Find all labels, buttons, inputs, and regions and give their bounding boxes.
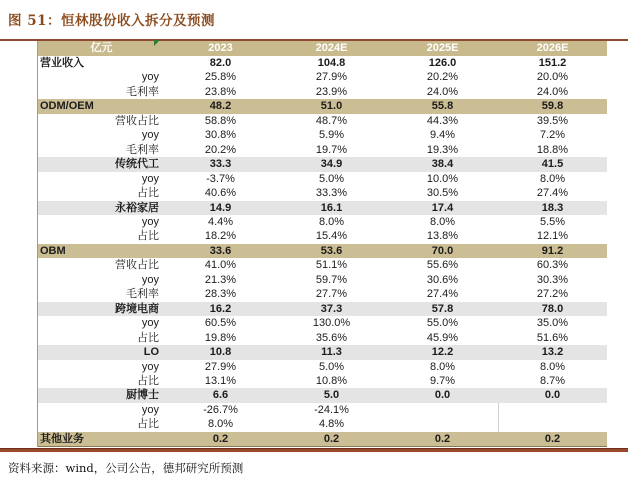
- cell-value: 15.4%: [315, 230, 348, 243]
- cell-value: 8.0%: [207, 418, 234, 431]
- cell-value: 13.2: [541, 346, 564, 359]
- cell-value: 104.8: [317, 57, 346, 69]
- cell-value: 82.0: [209, 57, 232, 69]
- table-row: [38, 244, 607, 258]
- column-header-2025e: 2025E: [387, 41, 498, 56]
- cell-value: 0.2: [498, 432, 607, 447]
- cell-value: 0.2: [387, 432, 498, 447]
- cell-value: 8.0%: [429, 215, 456, 228]
- excel-flag-icon: [154, 40, 160, 46]
- cell-value: 19.7%: [315, 143, 348, 156]
- cell-value: 48.2: [209, 100, 232, 113]
- figure-title: 图 51：恒林股份收入拆分及预测: [8, 13, 215, 29]
- cell-value: 5.0%: [318, 360, 345, 373]
- cell-value: -24.1%: [314, 403, 349, 416]
- cell-value: 19.8%: [204, 331, 237, 344]
- bottom-rule: [0, 448, 628, 452]
- cell-value: 35.0%: [536, 317, 569, 330]
- cell-value: 41.0%: [204, 259, 237, 272]
- column-header-2023: 2023: [165, 41, 276, 56]
- cell-value: 59.8: [541, 100, 564, 113]
- cell-value: 55.6%: [426, 259, 459, 272]
- cell-value: 18.3: [541, 201, 564, 214]
- cell-value: 24.0%: [426, 85, 459, 98]
- cell-value: 48.7%: [315, 114, 348, 127]
- row-label: OBM: [40, 244, 66, 257]
- cell-value: 27.4%: [426, 288, 459, 301]
- cell-value: 91.2: [541, 244, 564, 257]
- table-row: [38, 215, 607, 229]
- cell-value: 16.1: [320, 201, 343, 214]
- cell-value: 20.0%: [536, 71, 569, 84]
- row-label: yoy: [141, 273, 159, 286]
- table-row: [38, 70, 607, 84]
- cell-value: 27.4%: [536, 187, 569, 200]
- cell-value: 59.7%: [315, 273, 348, 286]
- cell-value: 8.0%: [539, 172, 566, 185]
- table-row: [38, 316, 607, 330]
- row-label: 营收占比: [115, 114, 159, 127]
- cell-value: 25.8%: [204, 71, 237, 84]
- cell-value: 17.4: [431, 201, 454, 214]
- cell-value: 0.0: [434, 389, 451, 402]
- cell-value: 8.0%: [539, 360, 566, 373]
- cell-value: 27.9%: [315, 71, 348, 84]
- cell-value: 8.0%: [318, 215, 345, 228]
- cell-value: 12.2: [431, 346, 454, 359]
- cell-value: 44.3%: [426, 114, 459, 127]
- row-label: 厨博士: [126, 389, 159, 402]
- cell-value: 51.1%: [315, 259, 348, 272]
- cell-value: 20.2%: [204, 143, 237, 156]
- cell-value: 16.2: [209, 302, 232, 315]
- cell-value: 41.5: [541, 158, 564, 171]
- cell-value: 33.3: [209, 158, 232, 171]
- cell-value: 7.2%: [539, 129, 566, 142]
- cell-value: [498, 417, 607, 431]
- cell-value: 12.1%: [536, 230, 569, 243]
- revenue-breakdown-table: [38, 41, 607, 447]
- cell-value: 33.3%: [315, 187, 348, 200]
- row-label: 其他业务: [38, 432, 165, 447]
- table-row: [38, 143, 607, 157]
- table-row: [38, 273, 607, 287]
- table-row: [38, 403, 607, 417]
- cell-value: 58.8%: [204, 114, 237, 127]
- table-row: [38, 388, 607, 402]
- cell-value: 4.4%: [207, 215, 234, 228]
- table-row: [38, 172, 607, 186]
- cell-value: 37.3: [320, 302, 343, 315]
- row-label: ODM/OEM: [40, 100, 94, 113]
- cell-value: 14.9: [209, 201, 232, 214]
- cell-value: 30.3%: [536, 273, 569, 286]
- cell-value: 10.8%: [315, 374, 348, 387]
- cell-value: 55.0%: [426, 317, 459, 330]
- cell-value: 35.6%: [315, 331, 348, 344]
- cell-value: 45.9%: [426, 331, 459, 344]
- column-header-unit: 亿元: [38, 41, 165, 56]
- row-label: 毛利率: [126, 143, 159, 156]
- cell-value: 11.3: [321, 346, 342, 359]
- table-row: [38, 432, 607, 447]
- table-row: [38, 85, 607, 99]
- cell-value: 0.0: [544, 389, 561, 402]
- table-row: [38, 56, 607, 70]
- row-label: yoy: [141, 317, 159, 330]
- table-row: [38, 201, 607, 215]
- column-header-2024e: 2024E: [276, 41, 387, 56]
- cell-value: 126.0: [428, 57, 457, 69]
- row-label: 传统代工: [115, 158, 159, 171]
- cell-value: -3.7%: [206, 172, 235, 185]
- table-row: [38, 287, 607, 301]
- cell-value: 10.8: [209, 346, 232, 359]
- row-label: 占比: [137, 331, 159, 344]
- cell-value: 19.3%: [426, 143, 459, 156]
- table-row: [38, 345, 607, 359]
- table-row: [38, 186, 607, 200]
- cell-value: 70.0: [431, 244, 454, 257]
- table-row: [38, 302, 607, 316]
- table-row: [38, 157, 607, 171]
- cell-value: [498, 403, 607, 417]
- cell-value: 24.0%: [536, 85, 569, 98]
- cell-value: 39.5%: [536, 114, 569, 127]
- cell-value: 27.9%: [204, 360, 237, 373]
- row-label: 毛利率: [126, 288, 159, 301]
- cell-value: 4.8%: [318, 418, 345, 431]
- table-row: [38, 360, 607, 374]
- cell-value: 34.9: [320, 158, 343, 171]
- cell-value: 30.5%: [426, 187, 459, 200]
- row-label: 占比: [137, 374, 159, 387]
- cell-value: 130.0%: [312, 317, 351, 330]
- row-label: 营业收入: [40, 57, 84, 69]
- row-label: yoy: [141, 71, 159, 84]
- cell-value: 5.5%: [539, 215, 566, 228]
- cell-value: 23.9%: [315, 85, 348, 98]
- cell-value: [387, 417, 498, 431]
- cell-value: 60.5%: [204, 317, 237, 330]
- cell-value: 10.0%: [426, 172, 459, 185]
- cell-value: 9.4%: [429, 129, 456, 142]
- row-label: 跨境电商: [115, 302, 159, 315]
- cell-value: 5.0: [323, 389, 340, 402]
- table-row: [38, 99, 607, 113]
- row-label: 占比: [137, 230, 159, 243]
- table-row: [38, 374, 607, 388]
- cell-value: 23.8%: [204, 85, 237, 98]
- cell-value: 38.4: [431, 158, 454, 171]
- cell-value: 60.3%: [536, 259, 569, 272]
- revenue-breakdown-table-container: [37, 41, 607, 447]
- cell-value: 18.8%: [536, 143, 569, 156]
- row-label: yoy: [141, 129, 159, 142]
- cell-value: 0.2: [276, 432, 387, 447]
- cell-value: 51.0: [320, 100, 343, 113]
- cell-value: 51.6%: [536, 331, 569, 344]
- row-label: 营收占比: [115, 259, 159, 272]
- cell-value: 55.8: [431, 100, 454, 113]
- cell-value: 5.9%: [318, 129, 345, 142]
- row-label: yoy: [141, 360, 159, 373]
- row-label: yoy: [141, 403, 159, 416]
- cell-value: 151.2: [538, 57, 567, 69]
- cell-value: 30.8%: [204, 129, 237, 142]
- cell-value: 5.0%: [318, 172, 345, 185]
- row-label: 毛利率: [126, 85, 159, 98]
- cell-value: -26.7%: [203, 403, 238, 416]
- cell-value: 13.8%: [426, 230, 459, 243]
- cell-value: 57.8: [431, 302, 454, 315]
- table-header-row: [38, 41, 607, 56]
- row-label: 占比: [137, 418, 159, 431]
- row-label: yoy: [141, 215, 159, 228]
- cell-value: 20.2%: [426, 71, 459, 84]
- cell-value: 27.2%: [536, 288, 569, 301]
- row-label: yoy: [141, 172, 159, 185]
- cell-value: [387, 403, 498, 417]
- cell-value: 8.7%: [539, 374, 566, 387]
- table-row: [38, 331, 607, 345]
- cell-value: 8.0%: [429, 360, 456, 373]
- row-label: LO: [143, 346, 159, 359]
- cell-value: 21.3%: [204, 273, 237, 286]
- table-row: [38, 114, 607, 128]
- cell-value: 18.2%: [204, 230, 237, 243]
- table-row: [38, 417, 607, 431]
- cell-value: 9.7%: [429, 374, 456, 387]
- cell-value: 30.6%: [426, 273, 459, 286]
- cell-value: 27.7%: [315, 288, 348, 301]
- cell-value: 40.6%: [204, 187, 237, 200]
- cell-value: 28.3%: [204, 288, 237, 301]
- column-header-2026e: 2026E: [498, 41, 607, 56]
- table-row: [38, 229, 607, 243]
- source-note: 资料来源：wind，公司公告，德邦研究所预测: [8, 461, 244, 475]
- cell-value: 78.0: [541, 302, 564, 315]
- row-label: 永裕家居: [115, 201, 159, 214]
- row-label: 占比: [137, 187, 159, 200]
- table-row: [38, 128, 607, 142]
- cell-value: 0.2: [165, 432, 276, 447]
- table-row: [38, 258, 607, 272]
- cell-value: 53.6: [320, 244, 343, 257]
- cell-value: 13.1%: [204, 374, 237, 387]
- cell-value: 33.6: [209, 244, 232, 257]
- cell-value: 6.6: [212, 389, 229, 402]
